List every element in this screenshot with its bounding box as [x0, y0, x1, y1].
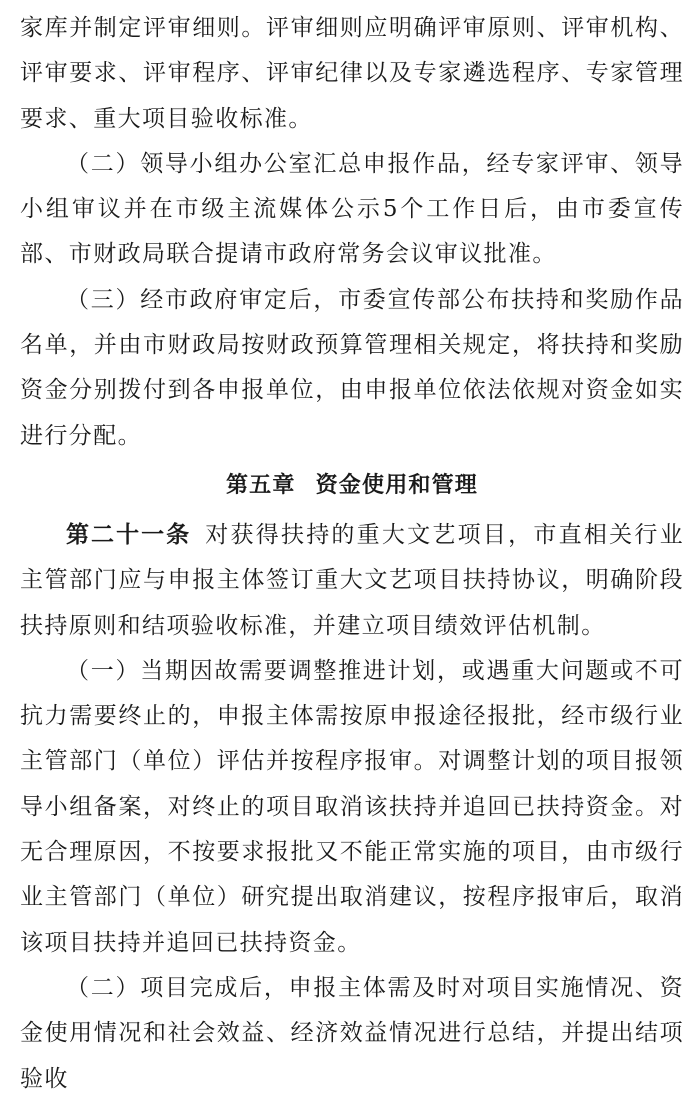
- chapter-title: 资金使用和管理: [315, 472, 478, 498]
- paragraph-clause-2-completion: （二）项目完成后，申报主体需及时对项目实施情况、资金使用情况和社会效益、经济效益情况进行总结，并提出结项验收: [20, 974, 684, 1092]
- paragraph-review-rules: 家库并制定评审细则。评审细则应明确评审原则、评审机构、评审要求、评审程序、评审纪律以及专家遴选程序、专家管理要求、重大项目验收标准。: [20, 15, 684, 132]
- chapter-number: 第五章: [225, 472, 296, 498]
- article-21: [20, 513, 684, 649]
- article-21-text: 对获得扶持的重大文艺项目，市直相关行业主管部门应与申报主体签订重大文艺项目扶持协议，明确阶段扶持原则和结项验收标准，并建立项目绩效评估机制。: [20, 521, 684, 639]
- paragraph-clause-2-approval: （二）领导小组办公室汇总申报作品，经专家评审、领导小组审议并在市级主流媒体公示5个工作日后，由市委宣传部、市财政局联合提请市政府常务会议审议批准。: [20, 150, 684, 268]
- paragraph-clause-1-adjustment: （一）当期因故需要调整推进计划，或遇重大问题或不可抗力需要终止的，申报主体需按原申报途径报批，经市级行业主管部门（单位）评估并按程序报审。对调整计划的项目报领导小组备案，对终止的项目取消该扶持并追回已扶持资金。对无合理原因，不按要求报批又不能正常实施的项目，由市级行业主管部门（单位）研究提出取消建议，按程序报审后，取消该项目扶持并追回已扶持资金。: [20, 657, 684, 956]
- article-21-label: 第二十一条: [66, 521, 192, 548]
- paragraph-clause-3-funding: （三）经市政府审定后，市委宣传部公布扶持和奖励作品名单，并由市财政局按财政预算管理相关规定，将扶持和奖励资金分别拨付到各申报单位，由申报单位依法依规对资金如实进行分配。: [20, 286, 684, 449]
- chapter-heading: [20, 459, 684, 513]
